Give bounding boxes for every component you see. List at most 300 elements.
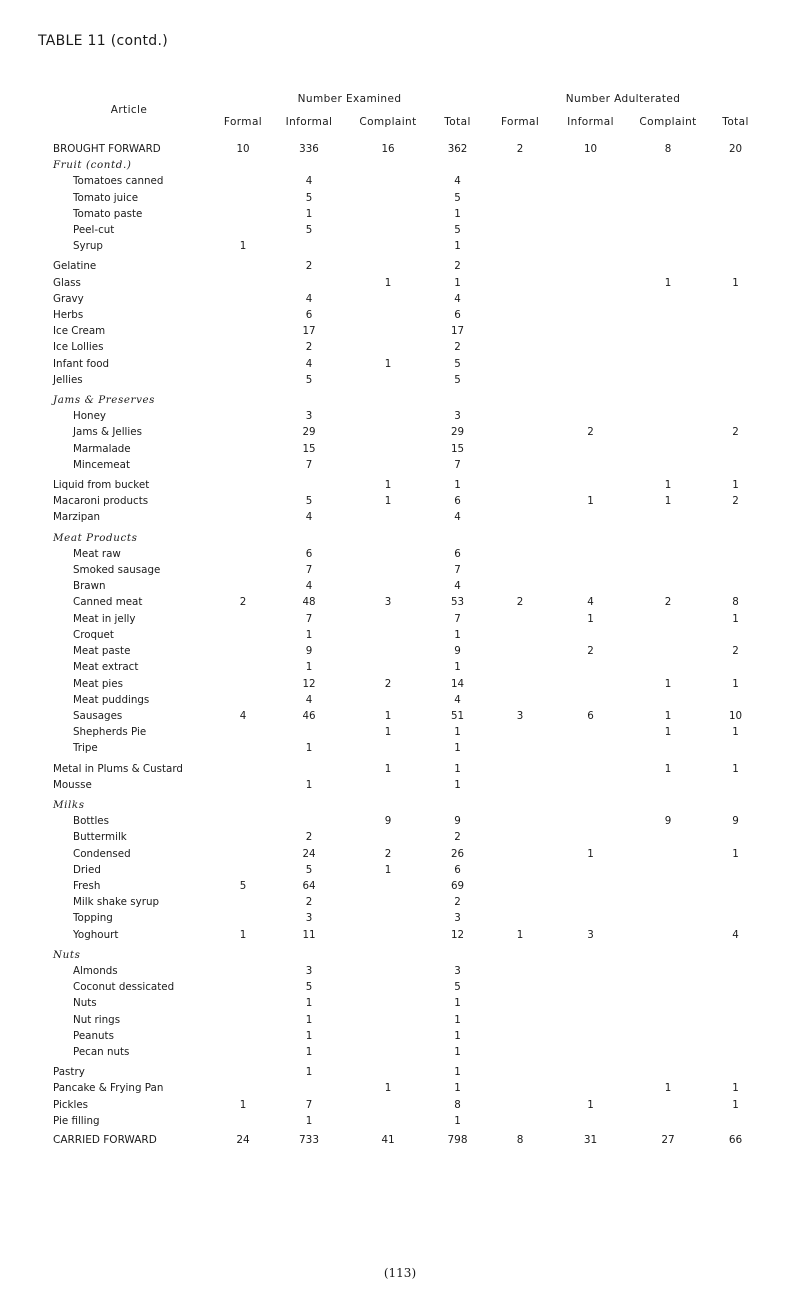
cell-adulterated-total: 1 [732,612,739,625]
cell-examined-formal [214,275,272,291]
cell-adulterated-total [710,173,761,189]
cell-adulterated-complaint [626,222,710,238]
cell-examined-complaint [346,927,430,943]
cell-adulterated-informal [555,910,626,926]
cell-examined-total: 3 [454,410,461,423]
cell-examined-total: 5 [454,224,461,237]
cell-adulterated-complaint: 1 [664,495,672,508]
cell-examined-total: 362 [447,143,468,155]
cell-examined-informal: 9 [305,645,313,658]
cell-examined-total: 2 [454,260,461,273]
cell-examined-formal [214,254,272,274]
cell-adulterated-complaint: 1 [664,709,672,722]
cell-adulterated-total [710,894,761,910]
cell-adulterated-total [710,878,761,894]
cell-adulterated-formal [485,894,555,910]
cell-examined-informal: 5 [305,224,313,237]
cell-examined-informal [272,473,346,493]
article-label: Tomato paste [73,207,143,220]
cell-examined-informal: 5 [305,495,313,508]
cell-adulterated-formal [485,307,555,323]
table-row [44,708,761,724]
cell-examined-total: 6 [454,495,461,508]
cell-examined-informal: 11 [302,928,316,941]
cell-adulterated-complaint [626,979,710,995]
cell-examined-complaint: 9 [384,815,392,828]
cell-adulterated-informal [555,777,626,793]
article-label: Ice Cream [53,325,106,338]
article-label: Pancake & Frying Pan [53,1082,164,1095]
cell-examined-formal [214,206,272,222]
article-label: Dried [73,863,101,876]
cell-adulterated-total [710,323,761,339]
cell-examined-total: 2 [454,896,461,909]
cell-examined-total: 7 [454,612,461,625]
cell-adulterated-informal [555,441,626,457]
cell-adulterated-formal: 8 [516,1134,524,1147]
cell-adulterated-formal [485,963,555,979]
cell-examined-informal: 1 [305,742,313,755]
cell-adulterated-total [710,1028,761,1044]
cell-examined-complaint [346,157,430,173]
cell-adulterated-total: 1 [732,276,739,289]
cell-examined-complaint [346,546,430,562]
cell-adulterated-complaint [626,578,710,594]
cell-adulterated-complaint [626,910,710,926]
cell-adulterated-complaint: 2 [664,596,672,609]
cell-adulterated-total [710,979,761,995]
cell-adulterated-formal: 2 [516,143,524,155]
cell-adulterated-complaint [626,190,710,206]
article-label: Pecan nuts [73,1045,130,1058]
cell-examined-informal: 733 [298,1134,320,1147]
cell-adulterated-formal [485,424,555,440]
cell-adulterated-total: 1 [732,726,739,739]
cell-examined-informal [272,724,346,740]
cell-adulterated-informal [555,222,626,238]
cell-adulterated-formal [485,562,555,578]
cell-adulterated-formal [485,1080,555,1096]
cell-adulterated-total [710,793,761,813]
cell-adulterated-informal [555,676,626,692]
cell-examined-complaint [346,408,430,424]
cell-examined-complaint: 16 [381,143,395,155]
cell-examined-total: 1 [454,762,461,775]
table-row [44,963,761,979]
cell-examined-formal [214,190,272,206]
cell-examined-complaint [346,1044,430,1060]
cell-adulterated-total: 1 [732,677,739,690]
table-row [44,777,761,793]
cell-examined-formal: 2 [239,596,247,609]
cell-examined-complaint: 1 [384,495,392,508]
cell-adulterated-informal [555,1012,626,1028]
cell-adulterated-formal [485,254,555,274]
cell-examined-complaint [346,206,430,222]
cell-adulterated-total [710,943,761,963]
cell-adulterated-informal [555,724,626,740]
cell-adulterated-informal [555,356,626,372]
cell-examined-complaint: 1 [384,863,392,876]
cell-examined-formal [214,157,272,173]
cell-adulterated-formal [485,388,555,408]
spacer-row [44,133,761,141]
cell-examined-formal [214,291,272,307]
cell-examined-informal [272,526,346,546]
cell-adulterated-informal: 2 [587,426,594,439]
cell-examined-complaint: 1 [384,709,392,722]
cell-adulterated-total: 4 [732,928,739,941]
table-row [44,408,761,424]
section-heading-row [44,793,761,813]
cell-examined-formal: 4 [239,709,247,722]
cell-adulterated-complaint: 27 [661,1134,675,1147]
cell-adulterated-formal [485,1028,555,1044]
cell-examined-complaint [346,894,430,910]
cell-adulterated-formal [485,1012,555,1028]
cell-examined-informal: 5 [305,373,313,386]
header-adulterated-total: Total [722,115,749,128]
article-label: Pastry [53,1066,85,1079]
cell-examined-informal [272,157,346,173]
cell-examined-informal: 7 [305,564,313,577]
cell-adulterated-total: 1 [732,1098,739,1111]
table-row [44,1113,761,1129]
cell-adulterated-complaint [626,254,710,274]
cell-examined-total: 3 [454,912,461,925]
article-label: Marzipan [53,511,101,524]
cell-adulterated-complaint [626,424,710,440]
cell-adulterated-complaint [626,927,710,943]
cell-examined-informal: 1 [305,1066,313,1079]
cell-adulterated-total [710,307,761,323]
article-label: Jams & Jellies [73,426,142,439]
cell-examined-informal: 2 [305,896,313,909]
cell-examined-formal: 5 [239,879,247,892]
cell-examined-total: 9 [454,645,461,658]
article-label: Buttermilk [73,831,127,844]
cell-examined-informal: 12 [302,677,316,690]
table-row [44,1028,761,1044]
cell-adulterated-formal [485,493,555,509]
article-label: Macaroni products [53,495,149,508]
table-row [44,862,761,878]
cell-examined-formal [214,829,272,845]
article-label: Meat pies [73,677,123,690]
cell-adulterated-complaint [626,829,710,845]
cell-adulterated-complaint [626,777,710,793]
cell-adulterated-formal [485,173,555,189]
cell-adulterated-formal [485,1060,555,1080]
cell-examined-complaint [346,740,430,756]
cell-adulterated-total [710,777,761,793]
cell-adulterated-formal [485,457,555,473]
cell-examined-total: 5 [454,357,461,370]
cell-adulterated-complaint [626,1012,710,1028]
cell-examined-informal: 3 [305,912,313,925]
cell-adulterated-complaint [626,356,710,372]
table-row [44,594,761,610]
cell-adulterated-formal [485,291,555,307]
cell-adulterated-complaint [626,740,710,756]
table-body [44,133,761,1129]
cell-examined-informal: 7 [305,1098,313,1111]
cell-examined-informal: 46 [302,709,316,722]
cell-adulterated-formal [485,157,555,173]
cell-examined-formal [214,356,272,372]
cell-examined-complaint [346,943,430,963]
cell-examined-total: 6 [454,309,461,322]
cell-examined-complaint [346,878,430,894]
cell-adulterated-complaint [626,943,710,963]
cell-adulterated-formal [485,222,555,238]
cell-examined-informal: 4 [305,511,313,524]
table-row [44,546,761,562]
article-label: Peel-cut [73,224,115,237]
cell-adulterated-informal [555,190,626,206]
cell-examined-formal [214,979,272,995]
cell-examined-informal [272,1080,346,1096]
cell-examined-complaint [346,643,430,659]
article-label: Glass [53,276,81,289]
cell-examined-complaint: 1 [384,762,392,775]
cell-examined-complaint [346,254,430,274]
cell-adulterated-complaint [626,611,710,627]
article-label: Condensed [73,847,131,860]
cell-examined-formal [214,1113,272,1129]
cell-examined-informal: 336 [299,143,319,155]
cell-adulterated-informal: 1 [587,612,594,625]
cell-adulterated-informal: 1 [587,495,594,508]
table-row [44,562,761,578]
cell-adulterated-total [710,910,761,926]
cell-adulterated-total [710,157,761,173]
article-label: Marmalade [73,442,131,455]
cell-examined-complaint [346,910,430,926]
cell-adulterated-total [710,408,761,424]
cell-adulterated-total [710,238,761,254]
article-label: Brawn [73,580,106,593]
cell-examined-formal [214,323,272,339]
cell-examined-total: 1 [454,1066,461,1079]
cell-adulterated-informal [555,562,626,578]
cell-examined-total: 1 [454,207,461,220]
cell-examined-informal [272,388,346,408]
cell-examined-formal [214,509,272,525]
cell-examined-informal: 2 [305,831,313,844]
cell-adulterated-total [710,291,761,307]
cell-adulterated-total: 10 [729,709,743,722]
table-row [44,441,761,457]
table-row [44,724,761,740]
article-label: Croquet [73,628,114,641]
article-label: Meat paste [73,645,131,658]
cell-adulterated-total [710,222,761,238]
table-row [44,692,761,708]
cell-examined-formal [214,173,272,189]
cell-examined-formal [214,692,272,708]
cell-examined-informal: 29 [302,426,316,439]
article-label: Smoked sausage [73,564,161,577]
table-row [44,173,761,189]
cell-adulterated-total: 66 [728,1134,743,1147]
article-label: Infant food [53,357,110,370]
cell-adulterated-formal [485,238,555,254]
cell-examined-total: 4 [454,292,461,305]
cell-adulterated-complaint [626,408,710,424]
table-row [44,424,761,440]
cell-examined-complaint [346,173,430,189]
cell-adulterated-complaint: 1 [664,726,672,739]
cell-examined-formal [214,777,272,793]
header-number-examined: Number Examined [297,92,402,105]
cell-examined-informal: 15 [302,442,316,455]
cell-adulterated-complaint [626,526,710,546]
cell-adulterated-informal [555,372,626,388]
cell-adulterated-formal [485,724,555,740]
cell-examined-complaint [346,963,430,979]
cell-examined-formal [214,740,272,756]
table-row [44,141,761,157]
cell-examined-total [430,157,485,173]
cell-examined-formal [214,963,272,979]
cell-adulterated-complaint [626,995,710,1011]
article-label: Meat in jelly [73,612,136,625]
cell-examined-total: 8 [454,1098,461,1111]
cell-adulterated-total: 2 [732,426,739,439]
table-row [44,275,761,291]
table-row [44,643,761,659]
cell-examined-total: 4 [454,693,461,706]
article-label: Meat extract [73,661,139,674]
cell-examined-total: 1 [454,1045,461,1058]
table-row [44,979,761,995]
table-row [44,473,761,493]
cell-adulterated-informal [555,894,626,910]
cell-examined-formal [214,1012,272,1028]
cell-examined-total: 1 [454,276,461,289]
table-row [44,627,761,643]
cell-adulterated-complaint [626,1044,710,1060]
cell-adulterated-complaint [626,546,710,562]
cell-examined-total: 26 [450,847,465,860]
cell-adulterated-total [710,1060,761,1080]
cell-adulterated-formal [485,659,555,675]
cell-adulterated-formal [485,323,555,339]
cell-examined-informal: 1 [305,1029,313,1042]
cell-adulterated-total [710,562,761,578]
cell-adulterated-informal [555,1028,626,1044]
cell-examined-complaint [346,441,430,457]
cell-examined-total: 5 [454,981,461,994]
cell-examined-formal [214,894,272,910]
cell-examined-informal: 1 [305,778,313,791]
cell-examined-formal [214,441,272,457]
cell-adulterated-total: 20 [729,143,743,155]
cell-examined-complaint [346,372,430,388]
cell-adulterated-total [710,692,761,708]
cell-adulterated-informal [555,757,626,777]
section-label: Nuts [53,948,81,961]
cell-examined-total: 1 [454,997,461,1010]
article-label: Pie filling [53,1114,100,1127]
cell-examined-total [430,793,485,813]
cell-adulterated-informal [555,339,626,355]
cell-adulterated-complaint [626,291,710,307]
cell-examined-complaint [346,1012,430,1028]
cell-examined-formal [214,757,272,777]
cell-examined-informal: 2 [305,341,313,354]
cell-examined-formal [214,724,272,740]
table-row [44,829,761,845]
table-row [44,846,761,862]
cell-adulterated-total [710,627,761,643]
cell-adulterated-complaint [626,238,710,254]
cell-examined-total: 14 [450,677,465,690]
cell-examined-total: 29 [450,426,465,439]
cell-examined-informal: 5 [305,863,313,876]
cell-adulterated-informal [555,473,626,493]
cell-examined-complaint [346,291,430,307]
cell-adulterated-complaint [626,862,710,878]
cell-adulterated-informal [555,995,626,1011]
cell-examined-formal [214,1044,272,1060]
cell-adulterated-total [710,509,761,525]
cell-adulterated-formal [485,509,555,525]
cell-examined-complaint: 3 [384,596,392,609]
cell-examined-informal: 4 [305,357,313,370]
article-label: Coconut dessicated [73,981,175,994]
cell-examined-formal: 10 [236,143,250,155]
table-row [44,323,761,339]
cell-examined-formal [214,611,272,627]
cell-examined-informal: 2 [305,260,313,273]
cell-adulterated-complaint [626,372,710,388]
cell-adulterated-total [710,190,761,206]
cell-examined-total: 5 [454,373,461,386]
cell-examined-formal [214,643,272,659]
cell-examined-total: 1 [454,240,461,253]
cell-adulterated-complaint: 1 [664,479,672,492]
cell-adulterated-informal [555,627,626,643]
cell-examined-formal: 24 [236,1134,250,1147]
cell-adulterated-complaint [626,1060,710,1080]
cell-adulterated-formal [485,692,555,708]
cell-adulterated-total [710,578,761,594]
cell-examined-complaint [346,1097,430,1113]
cell-examined-informal: 6 [305,309,313,322]
cell-adulterated-formal [485,546,555,562]
cell-examined-complaint: 1 [384,726,392,739]
cell-adulterated-formal [485,979,555,995]
cell-examined-total: 4 [454,580,461,593]
cell-adulterated-complaint [626,878,710,894]
cell-adulterated-formal [485,878,555,894]
cell-examined-formal [214,1080,272,1096]
section-label: Fruit (contd.) [53,159,132,172]
cell-examined-formal [214,493,272,509]
cell-adulterated-total [710,457,761,473]
cell-adulterated-formal [485,473,555,493]
cell-examined-total: 1 [454,1029,461,1042]
cell-adulterated-formal [485,1044,555,1060]
cell-adulterated-informal: 1 [587,847,594,860]
cell-adulterated-informal [555,157,626,173]
cell-adulterated-formal [485,275,555,291]
section-heading-row [44,943,761,963]
cell-adulterated-total [710,356,761,372]
cell-examined-complaint [346,424,430,440]
